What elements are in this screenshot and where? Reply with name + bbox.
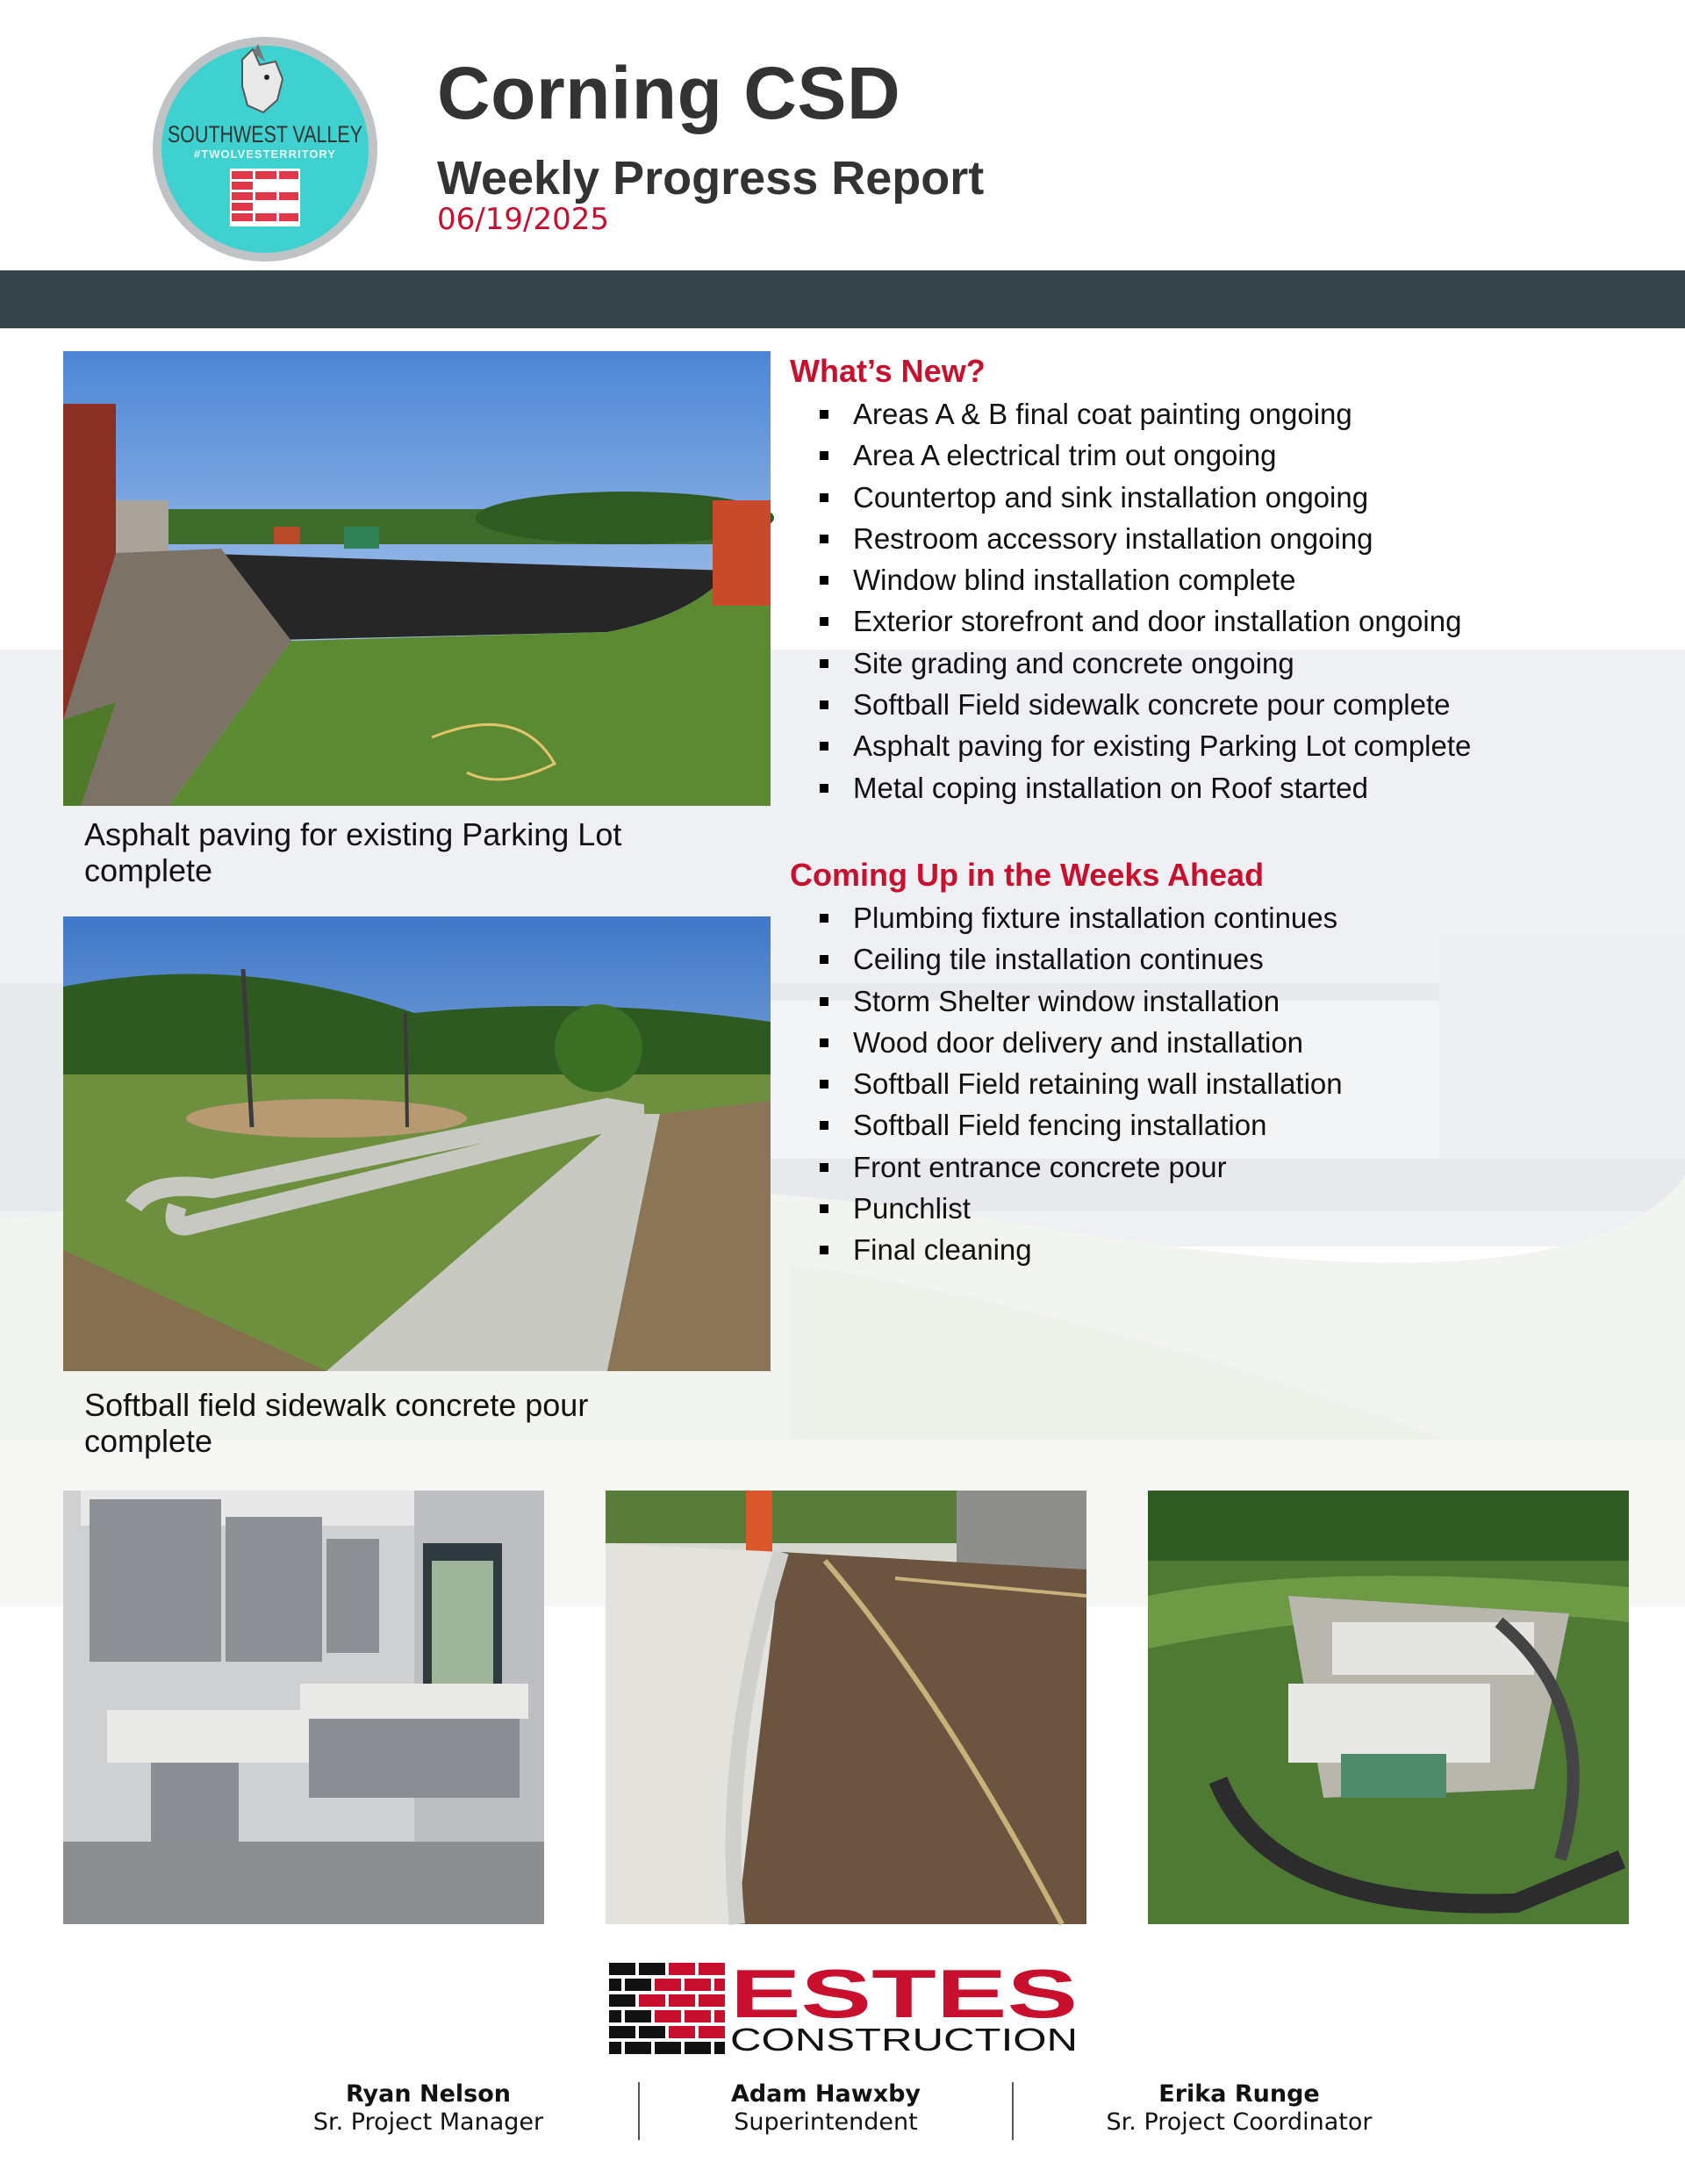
contact-project-manager [262,2080,595,2137]
photo-caption-softball: Softball field sidewalk concrete pour complete [84,1387,589,1459]
svg-text:#TWOLVESTERRITORY: #TWOLVESTERRITORY [194,147,336,161]
photo-asphalt-paving [63,351,771,806]
photo-cabinets [63,1491,544,1924]
report-date: 06/19/2025 [437,202,609,237]
photo-aerial-view [1148,1491,1629,1924]
list-item: Areas A & B final coat painting ongoing [816,393,1471,435]
estes-tagline: CONSTRUCTION [730,2022,1078,2058]
list-item: Punchlist [816,1188,1343,1229]
list-item: Exterior storefront and door installation ongoing [816,600,1471,642]
list-item: Storm Shelter window installation [816,981,1343,1022]
contact-role: Sr. Project Coordinator [1106,2109,1373,2136]
contact-name: Erika Runge [1158,2080,1320,2108]
list-item: Area A electrical trim out ongoing [816,435,1471,476]
list-item: Countertop and sink installation ongoing [816,477,1471,518]
list-item: Metal coping installation on Roof started [816,767,1471,808]
coming-up-heading: Coming Up in the Weeks Ahead [790,857,1265,893]
list-item: Softball Field retaining wall installation [816,1063,1343,1104]
contact-project-coordinator [1072,2080,1406,2137]
contact-superintendent [659,2080,993,2137]
estes-name: ESTES [730,1955,1078,2032]
whats-new-list [816,393,1471,808]
svg-text:SOUTHWEST VALLEY: SOUTHWEST VALLEY [168,121,362,147]
contact-role: Superintendent [734,2109,918,2136]
list-item: Window blind installation complete [816,559,1471,600]
page-title: Corning CSD [437,52,901,134]
contact-role: Sr. Project Manager [312,2109,544,2136]
list-item: Ceiling tile installation continues [816,938,1343,980]
photo-site-grading [606,1491,1086,1924]
contact-divider [638,2082,640,2140]
list-item: Softball Field fencing installation [816,1104,1343,1146]
photo-caption-asphalt: Asphalt paving for existing Parking Lot complete [84,816,622,888]
southwest-valley-logo [144,35,386,263]
photo-softball-sidewalk [63,916,771,1371]
contact-name: Adam Hawxby [730,2080,921,2108]
list-item: Plumbing fixture installation continues [816,897,1343,938]
list-item: Softball Field sidewalk concrete pour complete [816,684,1471,725]
contact-name: Ryan Nelson [345,2080,512,2108]
list-item: Final cleaning [816,1229,1343,1270]
header-band [0,270,1685,328]
list-item: Restroom accessory installation ongoing [816,518,1471,559]
list-item: Front entrance concrete pour [816,1146,1343,1188]
list-item: Site grading and concrete ongoing [816,643,1471,684]
estes-construction-logo [607,1955,1081,2058]
list-item: Asphalt paving for existing Parking Lot complete [816,725,1471,766]
coming-up-list [816,897,1343,1271]
page-subtitle: Weekly Progress Report [437,152,985,205]
whats-new-heading: What’s New? [790,353,986,389]
list-item: Wood door delivery and installation [816,1022,1343,1063]
contact-divider [1012,2082,1014,2140]
